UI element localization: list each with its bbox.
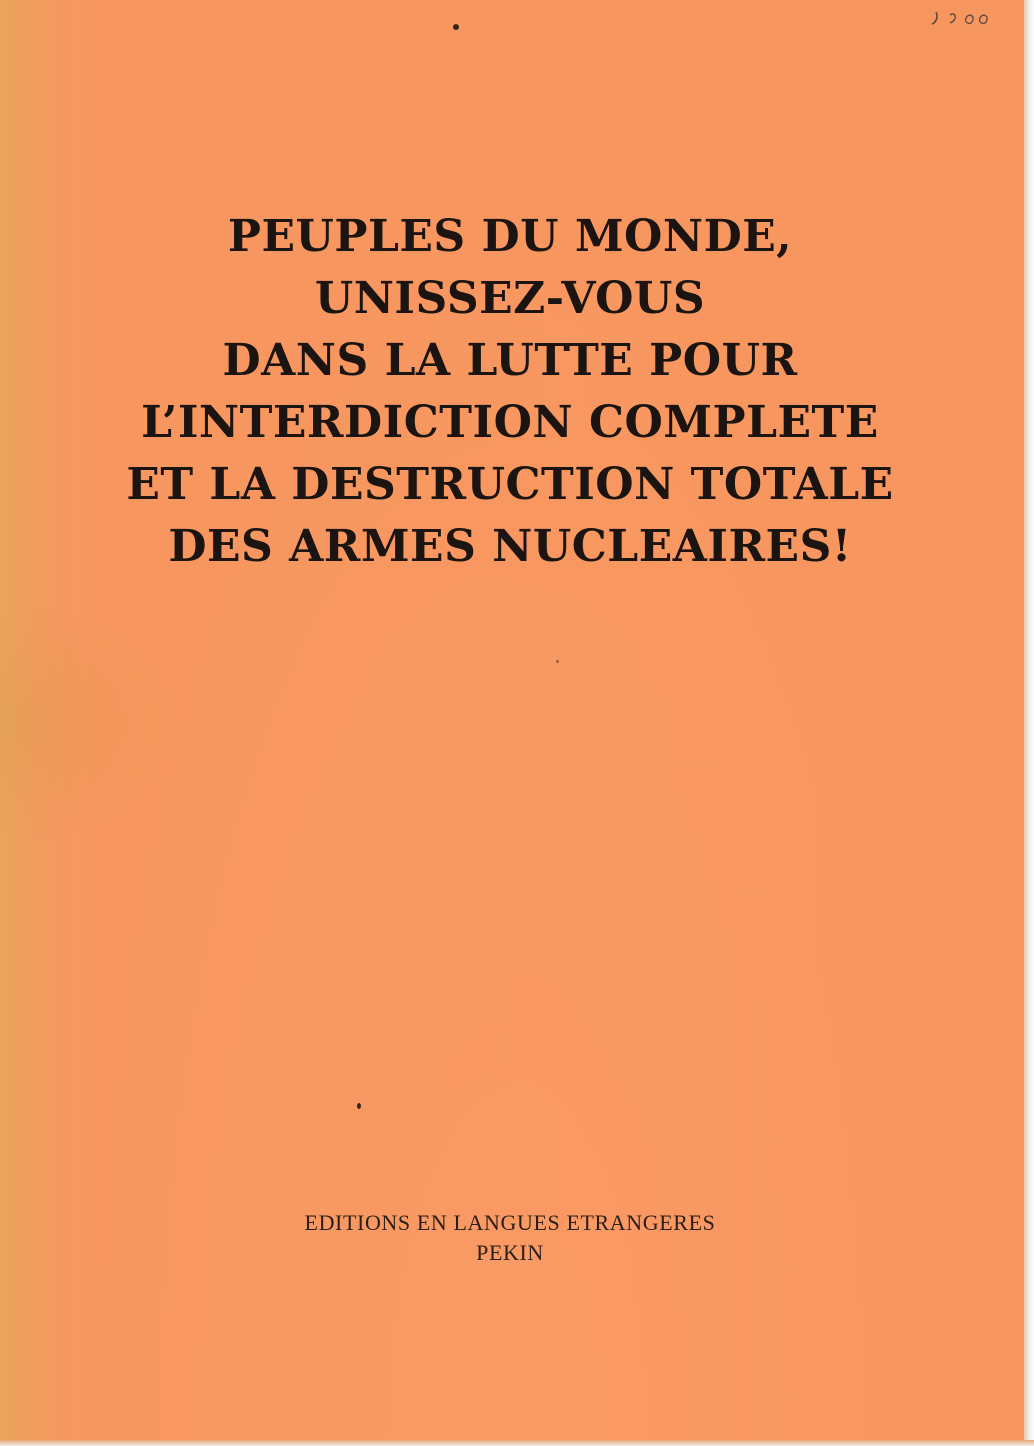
- title-line: DANS LA LUTTE POUR: [222, 335, 798, 386]
- publisher-city: PEKIN: [476, 1240, 544, 1265]
- title-line: L’INTERDICTION COMPLETE: [141, 397, 879, 448]
- ink-speck: [453, 24, 459, 30]
- handwritten-mark-icon: [928, 8, 998, 30]
- ink-speck: [556, 660, 559, 663]
- book-title: [100, 206, 920, 578]
- title-line: UNISSEZ-VOUS: [314, 273, 706, 324]
- publisher-imprint: [160, 1208, 860, 1268]
- page-edge-bottom: [0, 1440, 1034, 1446]
- ink-speck: [357, 1103, 361, 1109]
- publisher-name: EDITIONS EN LANGUES ETRANGERES: [304, 1210, 716, 1235]
- title-line: ET LA DESTRUCTION TOTALE: [126, 459, 894, 510]
- title-line: PEUPLES DU MONDE,: [227, 211, 793, 262]
- title-line: DES ARMES NUCLEAIRES!: [168, 521, 852, 572]
- page-edge-right: [1024, 0, 1034, 1446]
